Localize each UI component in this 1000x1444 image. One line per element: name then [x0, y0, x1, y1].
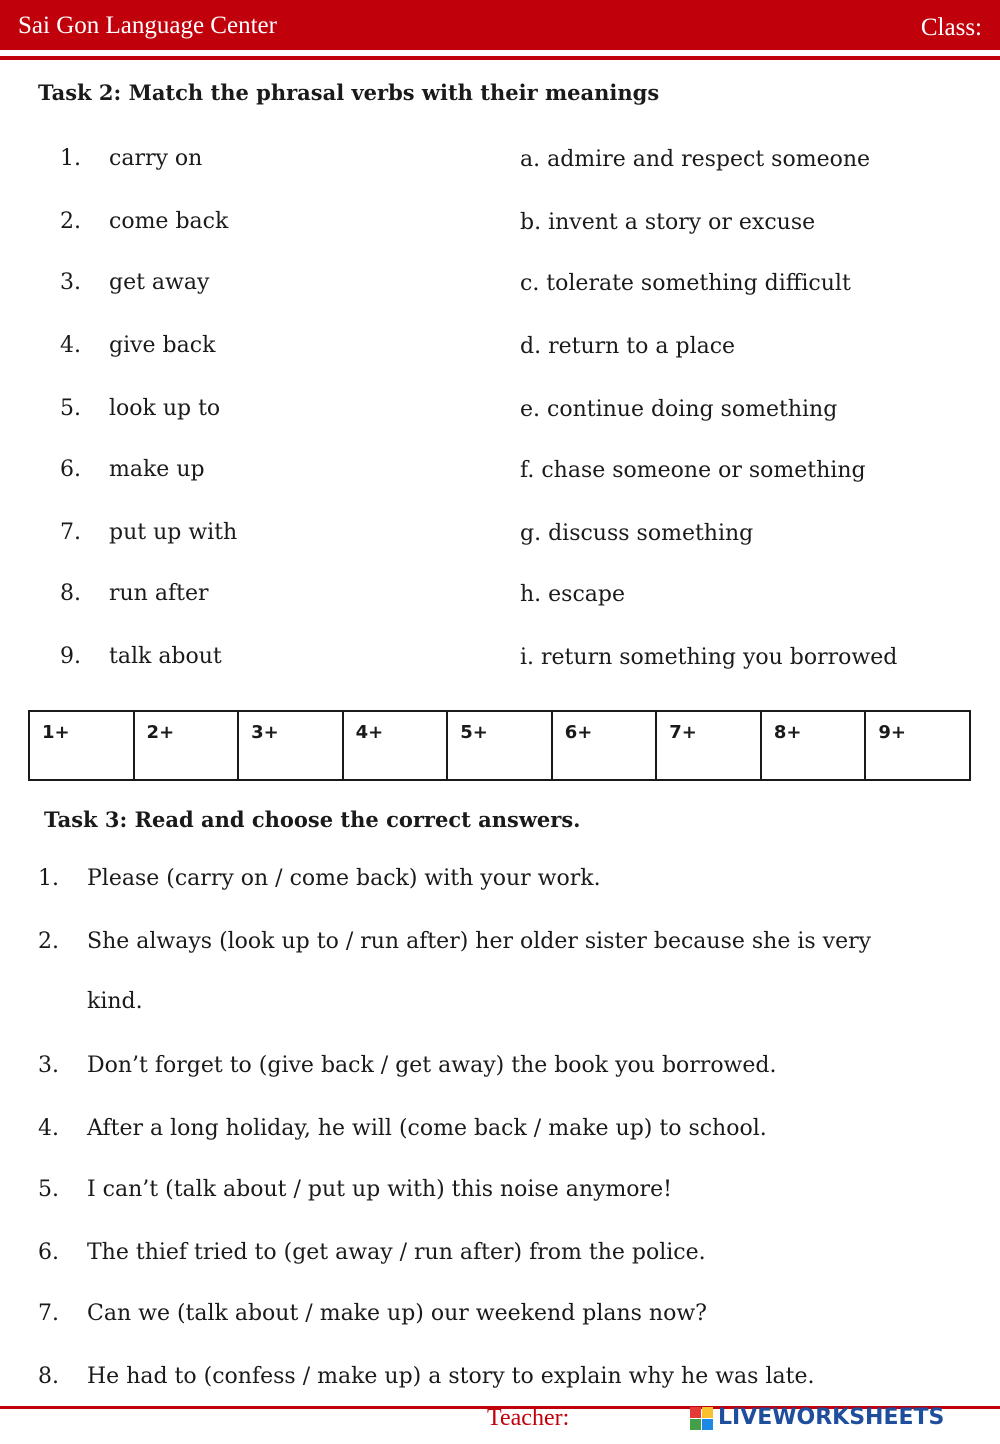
meaning-text: f. chase someone or something — [520, 458, 866, 483]
verb-number: 3. — [60, 270, 81, 295]
class-label: Class: — [920, 14, 982, 41]
verb-number: 9. — [60, 644, 81, 669]
question-text: Don’t forget to (give back / get away) the book you borrowed. — [87, 1053, 777, 1078]
verb-number: 8. — [60, 581, 81, 606]
verb-number: 4. — [60, 333, 81, 358]
question-text: Please (carry on / come back) with your work. — [87, 866, 601, 891]
answer-cell[interactable]: 3+ — [238, 711, 343, 780]
question-text: I can’t (talk about / put up with) this noise anymore! — [87, 1177, 672, 1202]
answer-cell[interactable]: 8+ — [761, 711, 866, 780]
answer-cell[interactable]: 4+ — [343, 711, 448, 780]
header-divider — [0, 56, 1000, 60]
question-number: 3. — [38, 1053, 59, 1078]
question-number: 1. — [38, 866, 59, 891]
verb-number: 7. — [60, 520, 81, 545]
meaning-text: h. escape — [520, 582, 626, 607]
question-number: 5. — [38, 1177, 59, 1202]
verb-number: 2. — [60, 209, 81, 234]
question-number: 4. — [38, 1116, 59, 1141]
answer-cell[interactable]: 5+ — [447, 711, 552, 780]
task3-title: Task 3: Read and choose the correct answers. — [44, 807, 581, 832]
question-number: 6. — [38, 1240, 59, 1265]
center-name: Sai Gon Language Center — [18, 12, 277, 39]
verb-text: get away — [109, 270, 210, 295]
verb-number: 6. — [60, 457, 81, 482]
meaning-text: b. invent a story or excuse — [520, 210, 816, 235]
meaning-text: a. admire and respect someone — [520, 147, 871, 172]
grid-logo-icon — [690, 1407, 714, 1431]
answer-table — [28, 710, 971, 781]
meaning-text: i. return something you borrowed — [520, 645, 898, 670]
verb-text: put up with — [109, 520, 238, 545]
meaning-text: c. tolerate something difficult — [520, 271, 851, 296]
verb-number: 5. — [60, 396, 81, 421]
verb-text: carry on — [109, 146, 203, 171]
verb-text: come back — [109, 209, 229, 234]
verb-text: run after — [109, 581, 209, 606]
question-text: Can we (talk about / make up) our weekend plans now? — [87, 1301, 707, 1326]
answer-cell[interactable]: 2+ — [134, 711, 239, 780]
meaning-text: g. discuss something — [520, 521, 754, 546]
verb-text: make up — [109, 457, 205, 482]
question-number: 2. — [38, 929, 59, 954]
brand-text: LIVEWORKSHEETS — [718, 1405, 945, 1430]
question-text: He had to (confess / make up) a story to explain why he was late. — [87, 1364, 815, 1389]
verb-text: talk about — [109, 644, 222, 669]
meaning-text: e. continue doing something — [520, 397, 838, 422]
meaning-text: d. return to a place — [520, 334, 736, 359]
question-text: After a long holiday, he will (come back / make up) to school. — [87, 1116, 767, 1141]
teacher-label: Teacher: — [487, 1405, 570, 1431]
answer-cell[interactable]: 1+ — [29, 711, 134, 780]
answer-cell[interactable]: 7+ — [656, 711, 761, 780]
task2-title: Task 2: Match the phrasal verbs with their meanings — [38, 80, 660, 105]
verb-text: look up to — [109, 396, 221, 421]
question-number: 7. — [38, 1301, 59, 1326]
question-text: She always (look up to / run after) her older sister because she is very — [87, 929, 872, 954]
question-text: The thief tried to (get away / run after) from the police. — [87, 1240, 706, 1265]
verb-number: 1. — [60, 146, 81, 171]
question-text-continued: kind. — [87, 989, 143, 1014]
answer-cell[interactable]: 9+ — [865, 711, 970, 780]
question-number: 8. — [38, 1364, 59, 1389]
verb-text: give back — [109, 333, 216, 358]
answer-cell[interactable]: 6+ — [552, 711, 657, 780]
